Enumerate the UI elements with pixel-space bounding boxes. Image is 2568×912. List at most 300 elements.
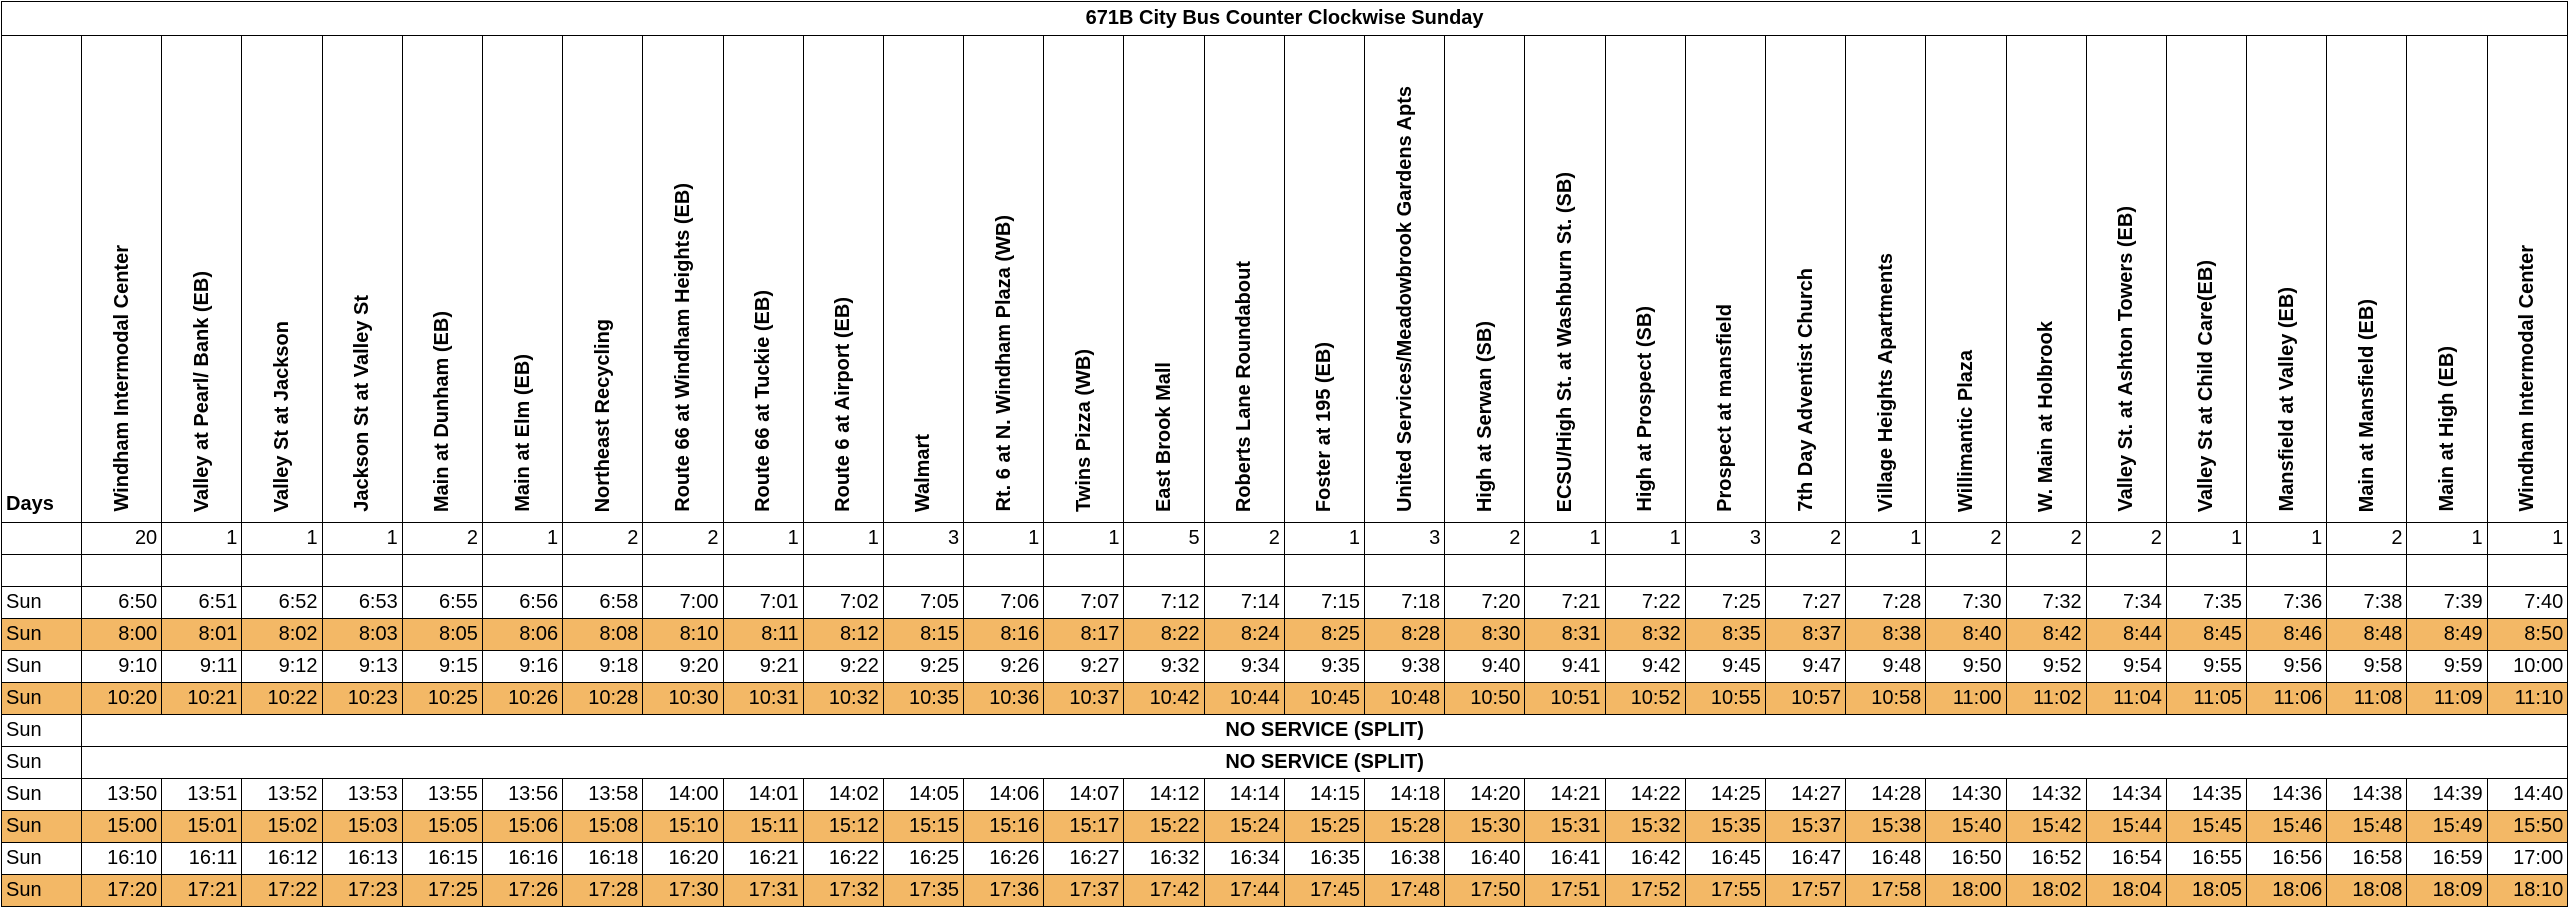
stop-count: 1 xyxy=(482,523,562,555)
time-cell: 15:37 xyxy=(1765,811,1845,843)
time-cell: 15:25 xyxy=(1284,811,1364,843)
blank-cell xyxy=(162,555,242,587)
time-cell: 17:30 xyxy=(643,875,723,907)
stop-name: ECSU/High St. at Washburn St. (SB) xyxy=(1553,171,1576,512)
stop-count: 2 xyxy=(1926,523,2006,555)
stop-name: Jackson St at Valley St xyxy=(351,295,374,512)
blank-cell xyxy=(883,555,963,587)
blank-cell xyxy=(482,555,562,587)
stop-header xyxy=(2086,36,2166,523)
time-cell: 10:37 xyxy=(1044,683,1124,715)
time-cell: 8:32 xyxy=(1605,619,1685,651)
time-cell: 18:09 xyxy=(2407,875,2487,907)
time-cell: 8:28 xyxy=(1365,619,1445,651)
time-cell: 11:02 xyxy=(2006,683,2086,715)
time-cell: 17:23 xyxy=(322,875,402,907)
time-cell: 8:12 xyxy=(803,619,883,651)
time-cell: 9:32 xyxy=(1124,651,1204,683)
time-cell: 17:58 xyxy=(1846,875,1926,907)
time-cell: 10:23 xyxy=(322,683,402,715)
stop-count: 20 xyxy=(82,523,162,555)
time-cell: 14:02 xyxy=(803,779,883,811)
time-cell: 15:28 xyxy=(1365,811,1445,843)
time-cell: 15:22 xyxy=(1124,811,1204,843)
time-cell: 7:25 xyxy=(1685,587,1765,619)
stop-count: 1 xyxy=(1284,523,1364,555)
time-cell: 8:24 xyxy=(1204,619,1284,651)
stop-name: Rt. 6 at N. Windham Plaza (WB) xyxy=(992,215,1015,512)
stop-name: Willimantic Plaza xyxy=(1954,349,1977,512)
blank-cell xyxy=(1044,555,1124,587)
stop-header xyxy=(1365,36,1445,523)
time-cell: 16:59 xyxy=(2407,843,2487,875)
time-cell: 7:40 xyxy=(2487,587,2568,619)
stop-count: 2 xyxy=(2327,523,2407,555)
time-cell: 16:42 xyxy=(1605,843,1685,875)
stop-name: High at Serwan (SB) xyxy=(1473,320,1496,512)
time-cell: 16:26 xyxy=(964,843,1044,875)
time-cell: 17:45 xyxy=(1284,875,1364,907)
stop-count: 2 xyxy=(1445,523,1525,555)
time-cell: 8:10 xyxy=(643,619,723,651)
time-cell: 8:45 xyxy=(2166,619,2246,651)
time-cell: 15:24 xyxy=(1204,811,1284,843)
time-cell: 15:12 xyxy=(803,811,883,843)
time-cell: 9:21 xyxy=(723,651,803,683)
time-cell: 8:03 xyxy=(322,619,402,651)
blank-cell xyxy=(803,555,883,587)
time-cell: 10:45 xyxy=(1284,683,1364,715)
time-cell: 13:51 xyxy=(162,779,242,811)
stop-name: Main at Dunham (EB) xyxy=(431,310,454,512)
time-cell: 17:44 xyxy=(1204,875,1284,907)
time-cell: 13:55 xyxy=(402,779,482,811)
time-cell: 15:46 xyxy=(2247,811,2327,843)
time-cell: 15:08 xyxy=(563,811,643,843)
time-cell: 7:34 xyxy=(2086,587,2166,619)
time-cell: 16:13 xyxy=(322,843,402,875)
time-cell: 16:34 xyxy=(1204,843,1284,875)
time-cell: 17:31 xyxy=(723,875,803,907)
time-cell: 9:18 xyxy=(563,651,643,683)
stop-header xyxy=(964,36,1044,523)
time-cell: 8:37 xyxy=(1765,619,1845,651)
time-cell: 18:06 xyxy=(2247,875,2327,907)
stop-header xyxy=(242,36,322,523)
time-cell: 14:18 xyxy=(1365,779,1445,811)
time-cell: 18:02 xyxy=(2006,875,2086,907)
stop-name: Main at High (EB) xyxy=(2436,346,2459,512)
time-cell: 8:48 xyxy=(2327,619,2407,651)
stop-header xyxy=(1525,36,1605,523)
time-cell: 16:50 xyxy=(1926,843,2006,875)
time-cell: 17:51 xyxy=(1525,875,1605,907)
time-cell: 17:37 xyxy=(1044,875,1124,907)
stop-header xyxy=(1605,36,1685,523)
time-cell: 10:32 xyxy=(803,683,883,715)
blank-cell xyxy=(964,555,1044,587)
time-cell: 15:44 xyxy=(2086,811,2166,843)
stop-count: 1 xyxy=(803,523,883,555)
trip-row xyxy=(2,651,2568,683)
time-cell: 14:01 xyxy=(723,779,803,811)
time-cell: 15:16 xyxy=(964,811,1044,843)
time-cell: 11:08 xyxy=(2327,683,2407,715)
time-cell: 10:26 xyxy=(482,683,562,715)
time-cell: 7:27 xyxy=(1765,587,1845,619)
stop-name: Route 6 at Airport (EB) xyxy=(832,297,855,512)
time-cell: 13:56 xyxy=(482,779,562,811)
time-cell: 9:45 xyxy=(1685,651,1765,683)
time-cell: 7:20 xyxy=(1445,587,1525,619)
time-cell: 6:53 xyxy=(322,587,402,619)
no-service-row xyxy=(2,715,2568,747)
time-cell: 17:57 xyxy=(1765,875,1845,907)
stop-name: Walmart xyxy=(912,433,935,512)
time-cell: 16:20 xyxy=(643,843,723,875)
time-cell: 11:05 xyxy=(2166,683,2246,715)
time-cell: 6:50 xyxy=(82,587,162,619)
time-cell: 14:30 xyxy=(1926,779,2006,811)
time-cell: 7:02 xyxy=(803,587,883,619)
time-cell: 10:22 xyxy=(242,683,322,715)
stop-count: 1 xyxy=(1846,523,1926,555)
stop-count: 3 xyxy=(1685,523,1765,555)
blank-cell xyxy=(2487,555,2568,587)
time-cell: 10:28 xyxy=(563,683,643,715)
time-cell: 14:32 xyxy=(2006,779,2086,811)
time-cell: 11:09 xyxy=(2407,683,2487,715)
stop-header xyxy=(402,36,482,523)
stop-header xyxy=(1124,36,1204,523)
stop-count: 1 xyxy=(322,523,402,555)
time-cell: 15:11 xyxy=(723,811,803,843)
time-cell: 9:56 xyxy=(2247,651,2327,683)
day-cell: Sun xyxy=(2,651,82,683)
time-cell: 9:10 xyxy=(82,651,162,683)
time-cell: 7:38 xyxy=(2327,587,2407,619)
stop-name: East Brook Mall xyxy=(1153,361,1176,512)
time-cell: 17:55 xyxy=(1685,875,1765,907)
time-cell: 14:25 xyxy=(1685,779,1765,811)
stop-header xyxy=(2407,36,2487,523)
time-cell: 15:02 xyxy=(242,811,322,843)
time-cell: 10:44 xyxy=(1204,683,1284,715)
time-cell: 6:55 xyxy=(402,587,482,619)
time-cell: 15:30 xyxy=(1445,811,1525,843)
stop-name: Route 66 at Tuckie (EB) xyxy=(752,290,775,512)
count-label-cell xyxy=(2,523,82,555)
stop-header xyxy=(643,36,723,523)
time-cell: 9:16 xyxy=(482,651,562,683)
trip-row xyxy=(2,811,2568,843)
time-cell: 18:05 xyxy=(2166,875,2246,907)
time-cell: 16:48 xyxy=(1846,843,1926,875)
blank-cell xyxy=(1204,555,1284,587)
trip-row xyxy=(2,779,2568,811)
title-row xyxy=(2,2,2568,36)
time-cell: 9:22 xyxy=(803,651,883,683)
time-cell: 17:26 xyxy=(482,875,562,907)
time-cell: 7:00 xyxy=(643,587,723,619)
time-cell: 9:20 xyxy=(643,651,723,683)
time-cell: 16:40 xyxy=(1445,843,1525,875)
time-cell: 9:59 xyxy=(2407,651,2487,683)
time-cell: 17:32 xyxy=(803,875,883,907)
stop-header xyxy=(2327,36,2407,523)
time-cell: 15:42 xyxy=(2006,811,2086,843)
time-cell: 10:50 xyxy=(1445,683,1525,715)
stop-name: Windham Intermodal Center xyxy=(2516,245,2539,512)
stop-header xyxy=(1204,36,1284,523)
stop-header xyxy=(883,36,963,523)
time-cell: 9:27 xyxy=(1044,651,1124,683)
time-cell: 18:04 xyxy=(2086,875,2166,907)
time-cell: 14:35 xyxy=(2166,779,2246,811)
time-cell: 15:01 xyxy=(162,811,242,843)
stop-name: Windham Intermodal Center xyxy=(110,245,133,512)
stop-name: Valley St at Jackson xyxy=(270,320,293,512)
time-cell: 7:32 xyxy=(2006,587,2086,619)
time-cell: 9:12 xyxy=(242,651,322,683)
time-cell: 9:34 xyxy=(1204,651,1284,683)
stop-count: 1 xyxy=(2247,523,2327,555)
time-cell: 14:05 xyxy=(883,779,963,811)
no-service-row xyxy=(2,747,2568,779)
stop-header xyxy=(563,36,643,523)
blank-cell xyxy=(2247,555,2327,587)
blank-cell xyxy=(82,555,162,587)
day-cell: Sun xyxy=(2,715,82,747)
stop-count: 1 xyxy=(1044,523,1124,555)
stop-header xyxy=(1445,36,1525,523)
time-cell: 16:52 xyxy=(2006,843,2086,875)
time-cell: 10:35 xyxy=(883,683,963,715)
time-cell: 9:48 xyxy=(1846,651,1926,683)
stop-name: Foster at 195 (EB) xyxy=(1313,341,1336,512)
time-cell: 10:52 xyxy=(1605,683,1685,715)
time-cell: 7:36 xyxy=(2247,587,2327,619)
time-cell: 16:38 xyxy=(1365,843,1445,875)
blank-cell xyxy=(2,555,82,587)
time-cell: 14:12 xyxy=(1124,779,1204,811)
time-cell: 9:15 xyxy=(402,651,482,683)
time-cell: 16:18 xyxy=(563,843,643,875)
day-cell: Sun xyxy=(2,747,82,779)
time-cell: 6:56 xyxy=(482,587,562,619)
stop-name: 7th Day Adventist Church xyxy=(1794,268,1817,512)
time-cell: 7:14 xyxy=(1204,587,1284,619)
no-service-label: NO SERVICE (SPLIT) xyxy=(82,747,2568,779)
blank-cell xyxy=(1926,555,2006,587)
day-cell: Sun xyxy=(2,875,82,907)
stop-count: 3 xyxy=(1365,523,1445,555)
time-cell: 14:00 xyxy=(643,779,723,811)
time-cell: 17:28 xyxy=(563,875,643,907)
blank-cell xyxy=(723,555,803,587)
time-cell: 18:00 xyxy=(1926,875,2006,907)
time-cell: 6:51 xyxy=(162,587,242,619)
time-cell: 14:22 xyxy=(1605,779,1685,811)
stop-header xyxy=(2247,36,2327,523)
stop-name: Mansfield at Valley (EB) xyxy=(2275,287,2298,512)
stop-count: 2 xyxy=(563,523,643,555)
day-cell: Sun xyxy=(2,843,82,875)
trip-row xyxy=(2,843,2568,875)
time-cell: 8:42 xyxy=(2006,619,2086,651)
time-cell: 7:01 xyxy=(723,587,803,619)
time-cell: 6:58 xyxy=(563,587,643,619)
stop-count: 1 xyxy=(1605,523,1685,555)
time-cell: 8:25 xyxy=(1284,619,1364,651)
time-cell: 17:35 xyxy=(883,875,963,907)
time-cell: 15:50 xyxy=(2487,811,2568,843)
time-cell: 9:38 xyxy=(1365,651,1445,683)
trip-row xyxy=(2,875,2568,907)
stop-count: 2 xyxy=(643,523,723,555)
time-cell: 15:06 xyxy=(482,811,562,843)
time-cell: 10:36 xyxy=(964,683,1044,715)
blank-cell xyxy=(1365,555,1445,587)
time-cell: 9:41 xyxy=(1525,651,1605,683)
time-cell: 8:11 xyxy=(723,619,803,651)
time-cell: 14:36 xyxy=(2247,779,2327,811)
time-cell: 10:51 xyxy=(1525,683,1605,715)
time-cell: 10:48 xyxy=(1365,683,1445,715)
time-cell: 10:00 xyxy=(2487,651,2568,683)
time-cell: 15:31 xyxy=(1525,811,1605,843)
time-cell: 8:06 xyxy=(482,619,562,651)
schedule-title: 671B City Bus Counter Clockwise Sunday xyxy=(2,2,2568,36)
stop-count: 5 xyxy=(1124,523,1204,555)
blank-cell xyxy=(643,555,723,587)
time-cell: 8:30 xyxy=(1445,619,1525,651)
time-cell: 13:52 xyxy=(242,779,322,811)
time-cell: 9:52 xyxy=(2006,651,2086,683)
stop-count: 2 xyxy=(2006,523,2086,555)
time-cell: 13:53 xyxy=(322,779,402,811)
blank-cell xyxy=(402,555,482,587)
time-cell: 8:46 xyxy=(2247,619,2327,651)
blank-cell xyxy=(1846,555,1926,587)
time-cell: 10:31 xyxy=(723,683,803,715)
time-cell: 8:02 xyxy=(242,619,322,651)
stop-name: Northeast Recycling xyxy=(591,318,614,512)
no-service-label: NO SERVICE (SPLIT) xyxy=(82,715,2568,747)
time-cell: 9:50 xyxy=(1926,651,2006,683)
time-cell: 14:14 xyxy=(1204,779,1284,811)
time-cell: 16:11 xyxy=(162,843,242,875)
stop-name: Roberts Lane Roundabout xyxy=(1233,260,1256,512)
stop-count: 2 xyxy=(2086,523,2166,555)
time-cell: 9:35 xyxy=(1284,651,1364,683)
blank-cell xyxy=(1685,555,1765,587)
stop-count: 1 xyxy=(1525,523,1605,555)
stop-header xyxy=(1926,36,2006,523)
stop-count: 1 xyxy=(2487,523,2568,555)
stop-count-row xyxy=(2,523,2568,555)
time-cell: 18:08 xyxy=(2327,875,2407,907)
time-cell: 16:16 xyxy=(482,843,562,875)
stop-name: United Services/Meadowbrook Gardens Apts xyxy=(1393,85,1416,512)
time-cell: 7:15 xyxy=(1284,587,1364,619)
stop-count: 1 xyxy=(2407,523,2487,555)
time-cell: 11:10 xyxy=(2487,683,2568,715)
time-cell: 8:15 xyxy=(883,619,963,651)
time-cell: 10:20 xyxy=(82,683,162,715)
blank-cell xyxy=(563,555,643,587)
time-cell: 7:18 xyxy=(1365,587,1445,619)
time-cell: 16:47 xyxy=(1765,843,1845,875)
stop-name: Route 66 at Windham Heights (EB) xyxy=(671,183,694,512)
time-cell: 10:57 xyxy=(1765,683,1845,715)
time-cell: 17:52 xyxy=(1605,875,1685,907)
stop-name: Village Heights Apartments xyxy=(1874,253,1897,512)
blank-cell xyxy=(1124,555,1204,587)
time-cell: 8:08 xyxy=(563,619,643,651)
stop-count: 2 xyxy=(402,523,482,555)
time-cell: 15:45 xyxy=(2166,811,2246,843)
time-cell: 9:13 xyxy=(322,651,402,683)
time-cell: 18:10 xyxy=(2487,875,2568,907)
stop-name: Main at Elm (EB) xyxy=(511,354,534,512)
blank-cell xyxy=(2006,555,2086,587)
stop-header xyxy=(2006,36,2086,523)
time-cell: 8:40 xyxy=(1926,619,2006,651)
time-cell: 14:34 xyxy=(2086,779,2166,811)
time-cell: 7:30 xyxy=(1926,587,2006,619)
time-cell: 8:05 xyxy=(402,619,482,651)
stop-header xyxy=(2166,36,2246,523)
time-cell: 15:40 xyxy=(1926,811,2006,843)
time-cell: 17:50 xyxy=(1445,875,1525,907)
time-cell: 15:15 xyxy=(883,811,963,843)
stop-count: 2 xyxy=(1204,523,1284,555)
time-cell: 15:35 xyxy=(1685,811,1765,843)
schedule-table xyxy=(1,1,2568,907)
time-cell: 15:17 xyxy=(1044,811,1124,843)
stop-name: High at Prospect (SB) xyxy=(1634,306,1657,512)
blank-cell xyxy=(1445,555,1525,587)
time-cell: 9:55 xyxy=(2166,651,2246,683)
stop-count: 1 xyxy=(723,523,803,555)
time-cell: 14:28 xyxy=(1846,779,1926,811)
time-cell: 17:25 xyxy=(402,875,482,907)
time-cell: 13:58 xyxy=(563,779,643,811)
time-cell: 17:20 xyxy=(82,875,162,907)
stop-header xyxy=(1685,36,1765,523)
time-cell: 9:26 xyxy=(964,651,1044,683)
time-cell: 14:27 xyxy=(1765,779,1845,811)
blank-cell xyxy=(242,555,322,587)
day-cell: Sun xyxy=(2,587,82,619)
time-cell: 8:35 xyxy=(1685,619,1765,651)
stop-header xyxy=(162,36,242,523)
time-cell: 14:15 xyxy=(1284,779,1364,811)
stop-name: Prospect at mansfield xyxy=(1714,304,1737,512)
stop-count: 1 xyxy=(2166,523,2246,555)
time-cell: 13:50 xyxy=(82,779,162,811)
blank-cell xyxy=(2407,555,2487,587)
time-cell: 15:03 xyxy=(322,811,402,843)
day-cell: Sun xyxy=(2,683,82,715)
time-cell: 16:54 xyxy=(2086,843,2166,875)
stop-header xyxy=(82,36,162,523)
stop-count: 1 xyxy=(964,523,1044,555)
blank-cell xyxy=(1284,555,1364,587)
time-cell: 10:58 xyxy=(1846,683,1926,715)
time-cell: 7:05 xyxy=(883,587,963,619)
